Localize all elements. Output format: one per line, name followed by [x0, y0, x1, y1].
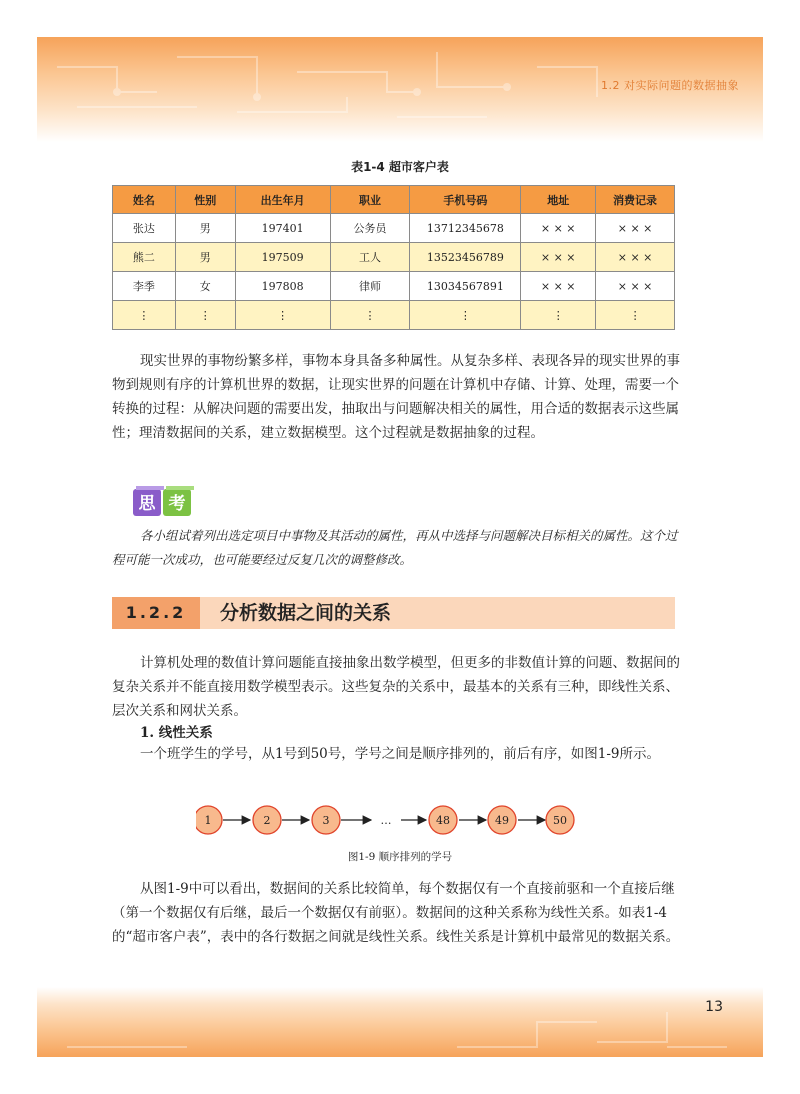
table-header-row [113, 186, 675, 214]
ellipsis: … [380, 814, 392, 827]
col-header: 手机号码 [410, 186, 521, 214]
think-badge-char-1: 思 [138, 494, 156, 514]
think-badge-graphic [132, 486, 194, 518]
node-label: 49 [495, 814, 509, 827]
table-cell: × × × [521, 214, 596, 243]
table-cell: 熊二 [113, 243, 176, 272]
table-cell: 男 [175, 214, 235, 243]
footer-band [37, 987, 763, 1057]
table-row [113, 214, 675, 243]
col-header: 姓名 [113, 186, 176, 214]
node-label: 50 [553, 814, 567, 827]
table-cell: 律师 [330, 272, 410, 301]
footer-decoration [37, 987, 763, 1057]
subheading-linear: 1. 线性关系 [140, 725, 213, 741]
paragraph-student-ids: 一个班学生的学号，从1号到50号，学号之间是顺序排列的，前后有序，如图1-9所示。 [140, 746, 661, 762]
node-label: 48 [436, 814, 450, 827]
table-cell: ⋮ [175, 301, 235, 330]
table-row [113, 301, 675, 330]
section-number: 1.2.2 [112, 597, 200, 629]
node-label: 3 [322, 814, 330, 827]
paragraph-data-abstraction: 现实世界的事物纷繁多样，事物本身具备多种属性。从复杂多样、表现各异的现实世界的事物到规则有序的计算机世界的数据，让现实世界的问题在计算机中存储、计算、处理，需要一个转换的过程：从解决问题的需要出发，抽取出与问题解决相关的属性，用合适的数据表示这些属性；理清数据间的关系，建立数据模型。这个过程就是数据抽象的过程。 [112, 353, 680, 441]
table-row [113, 272, 675, 301]
table-row [113, 243, 675, 272]
node-label: 1 [204, 814, 212, 827]
paragraph-linear-conclusion: 从图1-9中可以看出，数据间的关系比较简单，每个数据仅有一个直接前驱和一个直接后继（第一个数据仅有后继，最后一个数据仅有前驱）。数据间的这种关系称为线性关系。如表1-4的“超市客户表”，表中的各行数据之间就是线性关系。线性关系是计算机中最常见的数据关系。 [112, 881, 680, 945]
col-header: 性别 [175, 186, 235, 214]
table-cell: 张达 [113, 214, 176, 243]
table-cell: ⋮ [330, 301, 410, 330]
think-badge [132, 486, 194, 522]
table-cell: ⋮ [113, 301, 176, 330]
table-cell: ⋮ [596, 301, 675, 330]
col-header: 消费记录 [596, 186, 675, 214]
table-caption: 表1-4 超市客户表 [351, 160, 449, 174]
textbook-page [37, 37, 763, 1057]
table-cell: × × × [596, 243, 675, 272]
table-cell: 13523456789 [410, 243, 521, 272]
section-title: 分析数据之间的关系 [220, 602, 392, 624]
table-cell: ⋮ [521, 301, 596, 330]
table-cell: × × × [596, 272, 675, 301]
table-cell: × × × [521, 243, 596, 272]
header-band [37, 37, 763, 142]
table-cell: 女 [175, 272, 235, 301]
paragraph-relations: 计算机处理的数值计算问题能直接抽象出数学模型，但更多的非数值计算的问题、数据间的复杂关系并不能直接用数学模型表示。这些复杂的关系中，最基本的关系有三种，即线性关系、层次关系和网状关系。 [112, 655, 680, 719]
table-cell: ⋮ [410, 301, 521, 330]
section-heading [112, 597, 675, 629]
table-cell: × × × [596, 214, 675, 243]
table-cell: ⋮ [235, 301, 330, 330]
table-cell: 男 [175, 243, 235, 272]
table-cell: 197509 [235, 243, 330, 272]
running-header: 1.2 对实际问题的数据抽象 [601, 79, 739, 92]
table-cell: 李季 [113, 272, 176, 301]
table-cell: 13034567891 [410, 272, 521, 301]
table-cell: 197808 [235, 272, 330, 301]
table-cell: 公务员 [330, 214, 410, 243]
table-cell: 13712345678 [410, 214, 521, 243]
think-badge-char-2: 考 [168, 494, 186, 514]
node-label: 2 [263, 814, 271, 827]
page-number: 13 [705, 999, 723, 1015]
col-header: 职业 [330, 186, 410, 214]
think-text: 各小组试着列出选定项目中事物及其活动的属性，再从中选择与问题解决目标相关的属性。这个过程可能一次成功，也可能要经过反复几次的调整修改。 [112, 528, 678, 567]
table-cell: 工人 [330, 243, 410, 272]
col-header: 地址 [521, 186, 596, 214]
table-cell: 197401 [235, 214, 330, 243]
col-header: 出生年月 [235, 186, 330, 214]
customer-table [112, 185, 675, 330]
sequence-diagram [196, 804, 576, 840]
table-cell: × × × [521, 272, 596, 301]
figure-caption: 图1-9 顺序排列的学号 [347, 851, 453, 863]
